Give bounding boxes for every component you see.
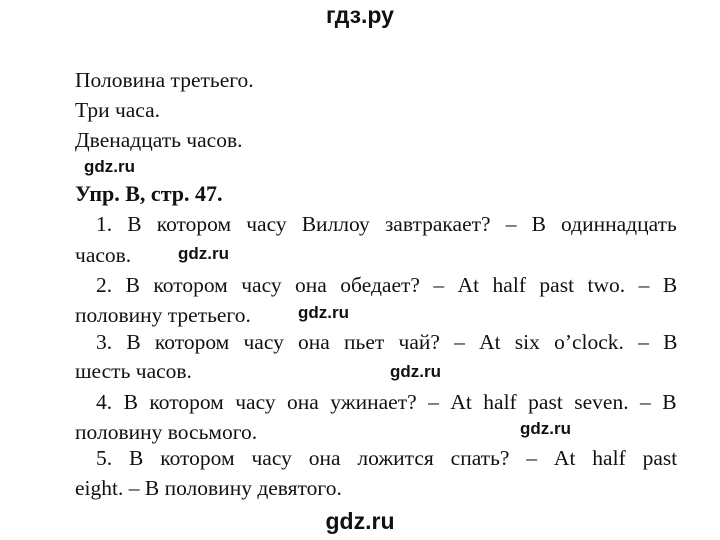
watermark-small: gdz.ru bbox=[520, 419, 571, 438]
exercise-item-1-line-1: 1. В котором часу Виллоу завтракает? – В одиннадцать bbox=[96, 212, 677, 236]
exercise-item-4-line-2: половину восьмого. bbox=[75, 420, 258, 444]
exercise-item-4-line-1: 4. В котором часу она ужинает? – At half past seven. – В bbox=[96, 390, 677, 414]
intro-line-3: Двенадцать часов. bbox=[75, 128, 243, 152]
exercise-item-5-line-1: 5. В котором часу она ложится спать? – At half past bbox=[96, 446, 678, 470]
exercise-item-3-line-1: 3. В котором часу она пьет чай? – At six o’clock. – В bbox=[96, 330, 678, 354]
footer-watermark: gdz.ru bbox=[325, 508, 395, 534]
watermark-small: gdz.ru bbox=[84, 157, 135, 176]
watermark-small: gdz.ru bbox=[390, 362, 441, 381]
intro-line-1: Половина третьего. bbox=[75, 68, 254, 92]
exercise-item-1-line-2: часов. bbox=[75, 243, 132, 267]
exercise-item-3-line-2: шесть часов. bbox=[75, 359, 192, 383]
watermark-small: gdz.ru bbox=[178, 244, 229, 263]
exercise-item-2-line-1: 2. В котором часу она обедает? – At half past two. – В bbox=[96, 273, 678, 297]
watermark-small: gdz.ru bbox=[298, 303, 349, 322]
intro-line-2: Три часа. bbox=[75, 98, 161, 122]
exercise-title: Упр. B, стр. 47. bbox=[75, 181, 223, 206]
exercise-item-5-line-2: eight. – В половину девятого. bbox=[75, 476, 342, 500]
exercise-item-2-line-2: половину третьего. bbox=[75, 303, 251, 327]
header-watermark: гдз.ру bbox=[326, 2, 394, 28]
